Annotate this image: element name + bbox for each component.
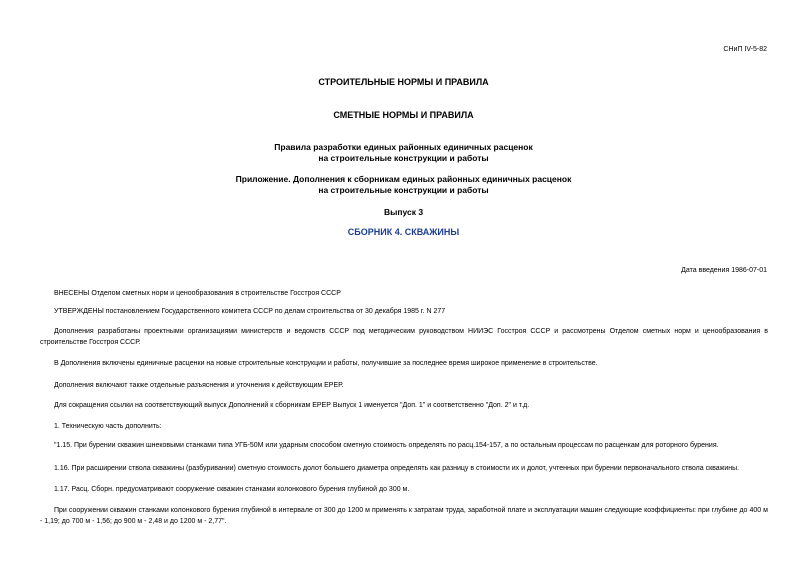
paragraph-developed-by: Дополнения разработаны проектными организациями министерств и ведомств СССР под методическим руководством НИИЭС Госстроя СССР и рассмотрены Отделом сметных норм и ценообразования в строительстве Госстроя СССР.	[40, 328, 768, 346]
paragraph-technical-part: 1. Техническую часть дополнить:	[54, 423, 162, 430]
title-sub: СМЕТНЫЕ НОРМЫ И ПРАВИЛА	[333, 110, 474, 120]
rules-title-line-1: Правила разработки единых районных единичных расценок	[274, 142, 533, 152]
paragraph-coefficients: При сооружении скважин станками колонкового бурения глубиной в интервале от 300 до 1200 м применять к затратам труда, заработной плате и эксплуатации машин следующие коэффициенты: при глубине до 400 м - 1,19; до 700 м - 1,56; до 900 м - 2,48 и до 1200 м - 2,77".	[40, 507, 768, 525]
rules-title	[0, 142, 807, 164]
effective-date: Дата введения 1986-07-01	[681, 267, 767, 274]
collection-heading: СБОРНИК 4. СКВАЖИНЫ	[347, 227, 460, 237]
paragraph-clarifications: Дополнения включают также отдельные разъяснения и уточнения к действующим ЕРЕР.	[54, 382, 344, 389]
paragraph-item-1-15: "1.15. При бурении скважин шнековыми станками типа УГБ-50М или ударным способом сметную стоимость определять по расц.154-157, а по остальным процессам по расценкам для роторного бурения.	[54, 442, 719, 449]
appendix-title-line-2: на строительные конструкции и работы	[318, 185, 489, 195]
rules-title-line-2: на строительные конструкции и работы	[318, 153, 489, 163]
title-main: СТРОИТЕЛЬНЫЕ НОРМЫ И ПРАВИЛА	[318, 77, 489, 87]
paragraph-approved-by: УТВЕРЖДЕНЫ постановлением Государственного комитета СССР по делам строительства от 30 декабря 1985 г. N 277	[54, 308, 446, 315]
issue-heading: Выпуск 3	[383, 207, 424, 217]
paragraph-item-1-17: 1.17. Расц. Сборн. предусматривают сооружение скважин станками колонкового бурения глубиной до 300 м.	[54, 486, 410, 493]
paragraph-abbreviation: Для сокращения ссылки на соответствующий выпуск Дополнений к сборникам ЕРЕР Выпуск 1 именуется "Доп. 1" и соответственно "Доп. 2" и т.д.	[54, 402, 530, 409]
document-code: СНиП IV-5-82	[723, 46, 767, 53]
paragraph-item-1-16: 1.16. При расширении ствола скважины (разбуривании) сметную стоимость долот большего диаметра определять как разницу в стоимости их и долот, учтенных при бурении первоначального ствола скважины.	[54, 465, 740, 472]
paragraph-introduced-by: ВНЕСЕНЫ Отделом сметных норм и ценообразования в строительстве Госстроя СССР	[54, 290, 341, 297]
appendix-title-line-1: Приложение. Дополнения к сборникам единых районных единичных расценок	[235, 174, 572, 184]
appendix-title	[0, 174, 807, 196]
paragraph-included: В Дополнения включены единичные расценки на новые строительные конструкции и работы, получившие за последнее время широкое применение в строительстве.	[54, 360, 598, 367]
